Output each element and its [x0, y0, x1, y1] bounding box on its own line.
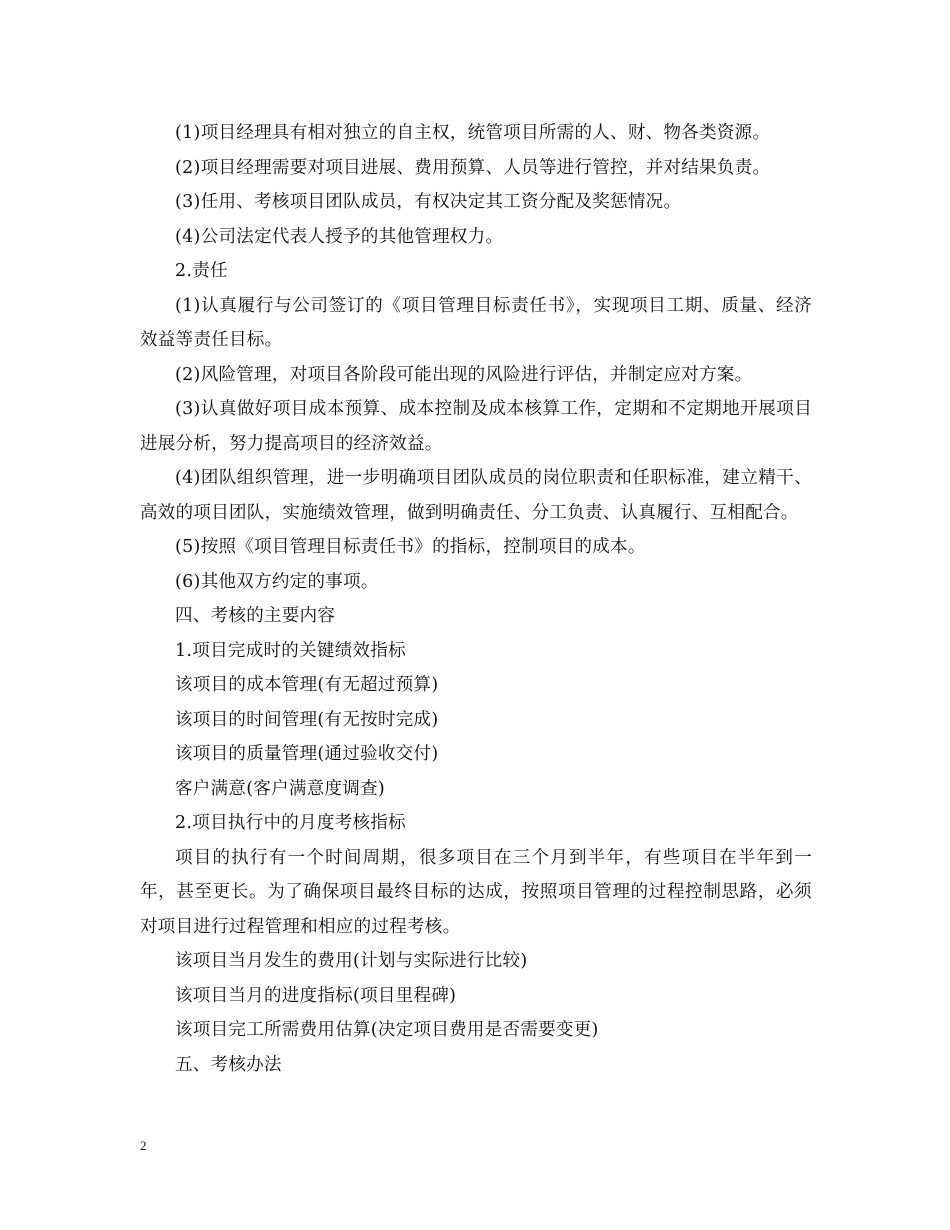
list-item: 该项目当月的进度指标(项目里程碑) [175, 985, 457, 1006]
list-item: 客户满意(客户满意度调查) [175, 778, 386, 799]
paragraph: (2)风险管理，对项目各阶段可能出现的风险进行评估，并制定应对方案。 [175, 364, 753, 385]
paragraph: (1)认真履行与公司签订的《项目管理目标责任书》，实现项目工期、质量、经济效益等责任目标。 [140, 295, 812, 350]
paragraph: 项目的执行有一个时间周期，很多项目在三个月到半年，有些项目在半年到一年，甚至更长。为了确保项目最终目标的达成，按照项目管理的过程控制思路，必须对项目进行过程管理和相应的过程考核。 [140, 847, 812, 937]
subsection-heading: 2.项目执行中的月度考核指标 [175, 813, 406, 833]
paragraph: (6)其他双方约定的事项。 [175, 571, 379, 592]
list-item: 该项目的时间管理(有无按时完成) [175, 709, 439, 730]
list-item: 该项目的成本管理(有无超过预算) [175, 675, 439, 695]
list-item: 该项目完工所需费用估算(决定项目费用是否需要变更) [175, 1020, 599, 1040]
paragraph: (3)认真做好项目成本预算、成本控制及成本核算工作，定期和不定期地开展项目进展分析，努力提高项目的经济效益。 [140, 399, 812, 454]
list-item: 该项目的质量管理(通过验收交付) [175, 744, 439, 764]
paragraph: (2)项目经理需要对项目进展、费用预算、人员等进行管控，并对结果负责。 [175, 157, 771, 178]
paragraph: (1)项目经理具有相对独立的自主权，统管项目所需的人、财、物各类资源。 [175, 123, 771, 143]
paragraph: (3)任用、考核项目团队成员，有权决定其工资分配及奖惩情况。 [175, 192, 682, 212]
document-body [140, 116, 812, 1082]
paragraph: (4)团队组织管理，进一步明确项目团队成员的岗位职责和任职标准，建立精干、高效的项目团队，实施绩效管理，做到明确责任、分工负责、认真履行、互相配合。 [140, 468, 812, 523]
page-number: 2 [140, 1138, 147, 1153]
subsection-heading: 1.项目完成时的关键绩效指标 [175, 640, 406, 661]
section-heading: 四、考核的主要内容 [175, 606, 336, 626]
list-item: 该项目当月发生的费用(计划与实际进行比较) [175, 951, 528, 971]
paragraph: (5)按照《项目管理目标责任书》的指标，控制项目的成本。 [175, 537, 646, 557]
paragraph: (4)公司法定代表人授予的其他管理权力。 [175, 226, 504, 247]
section-heading: 2.责任 [175, 261, 228, 281]
section-heading: 五、考核办法 [175, 1054, 282, 1075]
